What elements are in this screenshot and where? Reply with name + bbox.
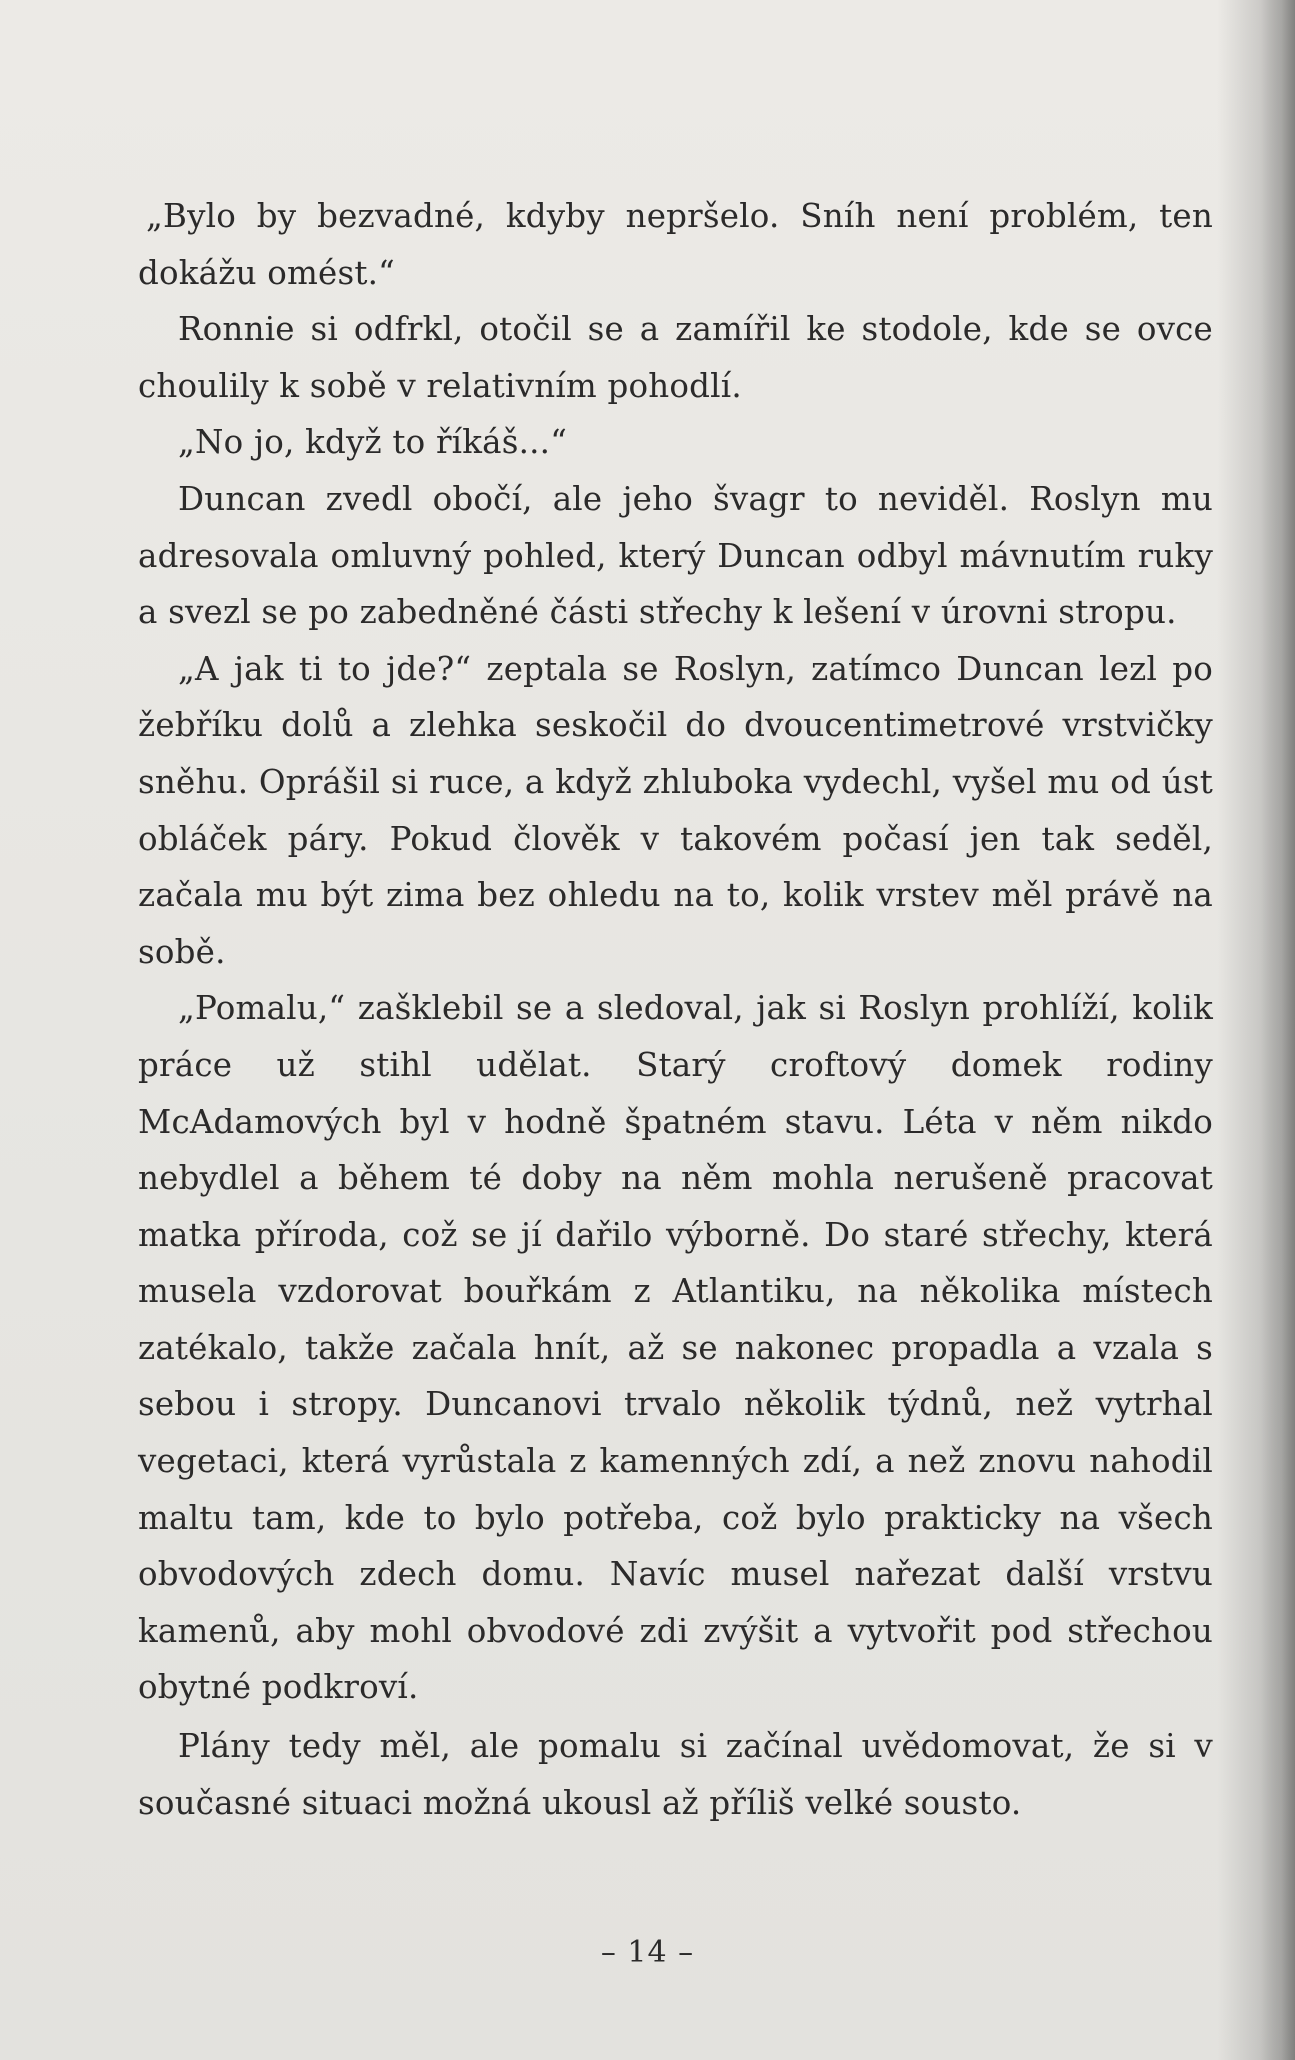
paragraph-2: Ronnie si odfrkl, otočil se a zamířil ke stodole, kde se ovce choulily k sobě v relativním pohodlí. [138,310,1213,405]
paragraph-7: Plány tedy měl, ale pomalu si začínal uvědomovat, že si v současné situaci možná ukousl až příliš velké sousto. [138,1727,1213,1822]
body-text [138,188,1213,1831]
page-edge-shadow [1261,0,1295,2060]
paragraph-3: „No jo, když to říkáš...“ [178,423,568,462]
paragraph-1: „Bylo by bezvadné, kdyby nepršelo. Sníh není problém, ten dokážu omést.“ [138,197,1213,292]
paragraph-5: „A jak ti to jde?“ zeptala se Roslyn, zatímco Duncan lezl po žebříku dolů a zlehka seskočil do dvoucentimetrové vrstvičky sněhu. Oprášil si ruce, a když zhluboka vydechl, vyšel mu od úst obláček páry. Pokud člověk v takovém počasí jen tak seděl, začala mu být zima bez ohledu na to, kolik vrstev měl právě na sobě. [138,649,1213,971]
paragraph-6: „Pomalu,“ zašklebil se a sledoval, jak si Roslyn prohlíží, kolik práce už stihl udělat. Starý croftový domek rodiny McAdamových byl v hodně špatném stavu. Léta v něm nikdo nebydlel a během té doby na něm mohla nerušeně pracovat matka příroda, což se jí dařilo výborně. Do staré střechy, která musela vzdorovat bouřkám z Atlantiku, na několika místech zatékalo, takže začala hnít, až se nakonec propadla a vzala s sebou i stropy. Duncanovi trvalo několik týdnů, než vytrhal vegetaci, která vyrůstala z kamenných zdí, a než znovu nahodil maltu tam, kde to bylo potřeba, což bylo prakticky na všech obvodových zdech domu. Navíc musel nařezat další vrstvu kamenů, aby mohl obvodové zdi zvýšit a vytvořit pod střechou obytné podkroví. [138,989,1213,1707]
paragraph-4: Duncan zvedl obočí, ale jeho švagr to neviděl. Roslyn mu adresovala omluvný pohled, který Duncan odbyl mávnutím ruky a svezl se po zabedněné části střechy k lešení v úrovni stropu. [138,479,1213,632]
page-number: – 14 – [600,1935,695,1970]
